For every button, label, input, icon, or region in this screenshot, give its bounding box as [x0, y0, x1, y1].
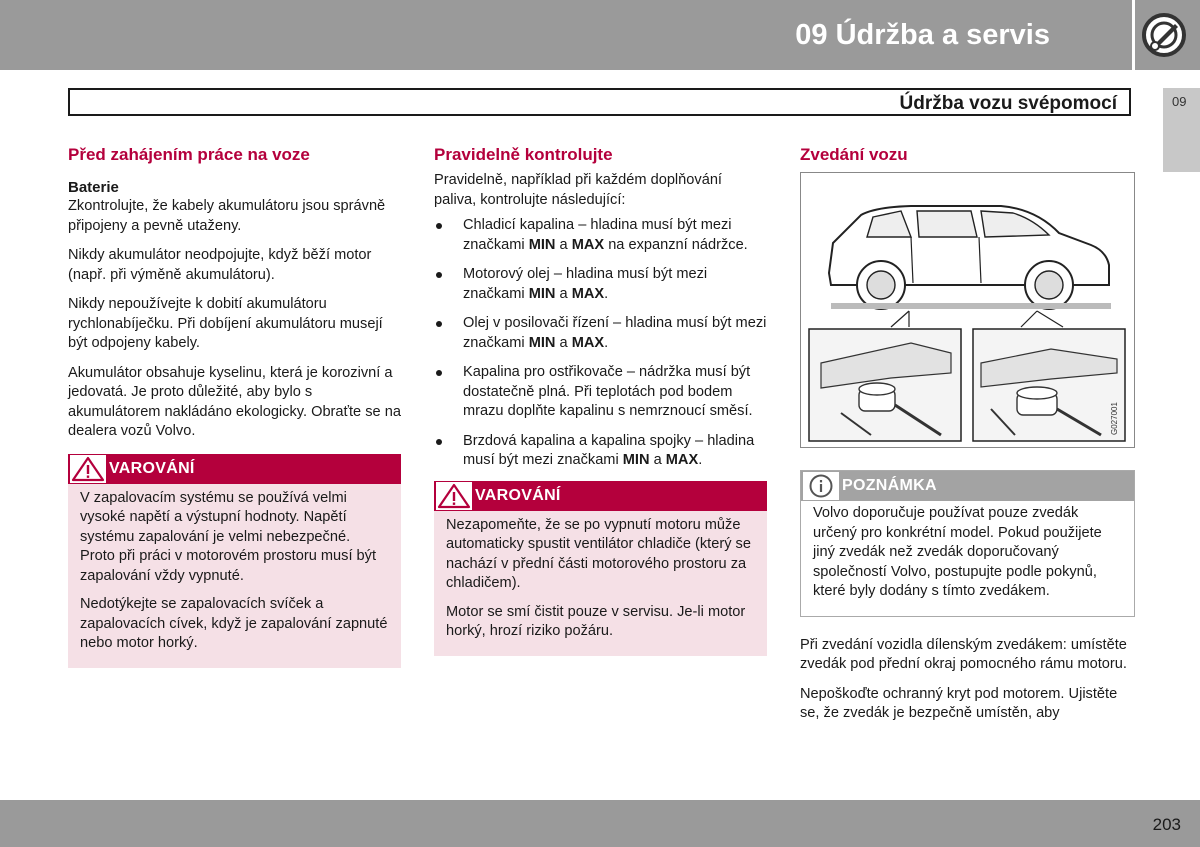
warning-box: [68, 454, 401, 668]
column-before-work: [68, 145, 401, 668]
chapter-tab-label: 09: [1172, 94, 1187, 109]
column-lifting: [800, 145, 1135, 734]
warning-triangle-icon: [70, 455, 106, 483]
warning-paragraph: V zapalovacím systému se používá velmi vysoké napětí a výstupní hodnoty. Napětí systému zapalování je velmi nebezpečné. Proto při práci v motorovém prostoru musí být zapalování vždy vypnuté.: [80, 489, 377, 584]
warning-paragraph: Nezapomeňte, že se po vypnutí motoru může automaticky spustit ventilátor chladiče (který se nachází v přední části motorového prostoru za chladičem).: [446, 516, 751, 591]
warning-label: VAROVÁNÍ: [475, 486, 561, 504]
list-item: Brzdová kapalina a kapalina spojky – hladina musí být mezi značkami MIN a MAX.: [434, 432, 767, 471]
heading-regular-checks: Pravidelně kontrolujte: [434, 145, 613, 164]
heading-before-work: Před zahájením práce na voze: [68, 145, 310, 164]
list-item: Kapalina pro ostřikovače – nádržka musí být dostatečně plná. Při teplotách pod bodem mrazu doplňte kapalinu s nemrznoucí směsí.: [434, 363, 767, 422]
page-number: 203: [1152, 815, 1181, 834]
warning-box: [434, 481, 767, 656]
wrench-gear-icon: [1141, 12, 1187, 58]
heading-lifting: Zvedání vozu: [800, 145, 908, 164]
warning-header: [68, 454, 401, 484]
info-icon: [803, 472, 839, 500]
paragraph: Zkontrolujte, že kabely akumulátoru jsou správně připojeny a pevně utaženy.: [68, 198, 386, 234]
paragraph: Akumulátor obsahuje kyselinu, která je korozivní a jedovatá. Je proto důležité, aby bylo s akumulátorem nakládáno ekologicky. Obraťte se na dealera vozů Volvo.: [68, 364, 401, 439]
check-list: [434, 216, 767, 471]
footer-band: [0, 800, 1200, 847]
car-jack-diagram: [801, 173, 1134, 447]
warning-paragraph: Nedotýkejte se zapalovacích svíček a zapalovacích cívek, když je zapalování zapnuté nebo motor horký.: [80, 596, 388, 651]
warning-header: [434, 481, 767, 511]
figure-code: G027001: [1110, 402, 1119, 435]
note-text: Volvo doporučuje používat pouze zvedák určený pro konkrétní model. Pokud použijete jiný zvedák než zvedák doporučovaný společností Volvo, postupujte podle pokynů, které byly dodány s tímto zvedákem.: [813, 505, 1102, 599]
chapter-header-band: [0, 0, 1132, 70]
paragraph: Nikdy akumulátor neodpojujte, když běží motor (např. při výměně akumulátoru).: [68, 247, 372, 283]
lifting-illustration: [800, 172, 1135, 448]
warning-label: VAROVÁNÍ: [109, 459, 195, 477]
paragraph: Při zvedání vozidla dílenským zvedákem: umístěte zvedák pod přední okraj pomocného rámu motoru.: [800, 636, 1127, 672]
section-title-bar: [68, 88, 1131, 116]
note-box: [800, 470, 1135, 617]
list-item: Chladicí kapalina – hladina musí být mezi značkami MIN a MAX na expanzní nádržce.: [434, 216, 767, 255]
chapter-tab[interactable]: [1163, 88, 1200, 172]
note-header: [801, 471, 1134, 501]
section-title: Údržba vozu svépomocí: [899, 93, 1117, 114]
warning-paragraph: Motor se smí čistit pouze v servisu. Je-li motor horký, hrozí riziko požáru.: [446, 603, 746, 639]
warning-triangle-icon: [436, 482, 472, 510]
chapter-title: 09 Údržba a servis: [795, 19, 1050, 51]
paragraph: Nikdy nepoužívejte k dobití akumulátoru rychlonabíječku. Při dobíjení akumulátoru musejí být odpojeny kabely.: [68, 296, 383, 351]
intro-paragraph: Pravidelně, například při každém doplňování paliva, kontrolujte následující:: [434, 172, 722, 208]
paragraph: Nepoškoďte ochranný kryt pod motorem. Ujistěte se, že zvedák je bezpečně umístěn, aby: [800, 685, 1118, 721]
subheading-battery: Baterie: [68, 179, 119, 196]
column-regular-checks: [434, 145, 767, 656]
note-label: POZNÁMKA: [842, 477, 937, 494]
list-item: Olej v posilovači řízení – hladina musí být mezi značkami MIN a MAX.: [434, 314, 767, 353]
list-item: Motorový olej – hladina musí být mezi značkami MIN a MAX.: [434, 265, 767, 304]
